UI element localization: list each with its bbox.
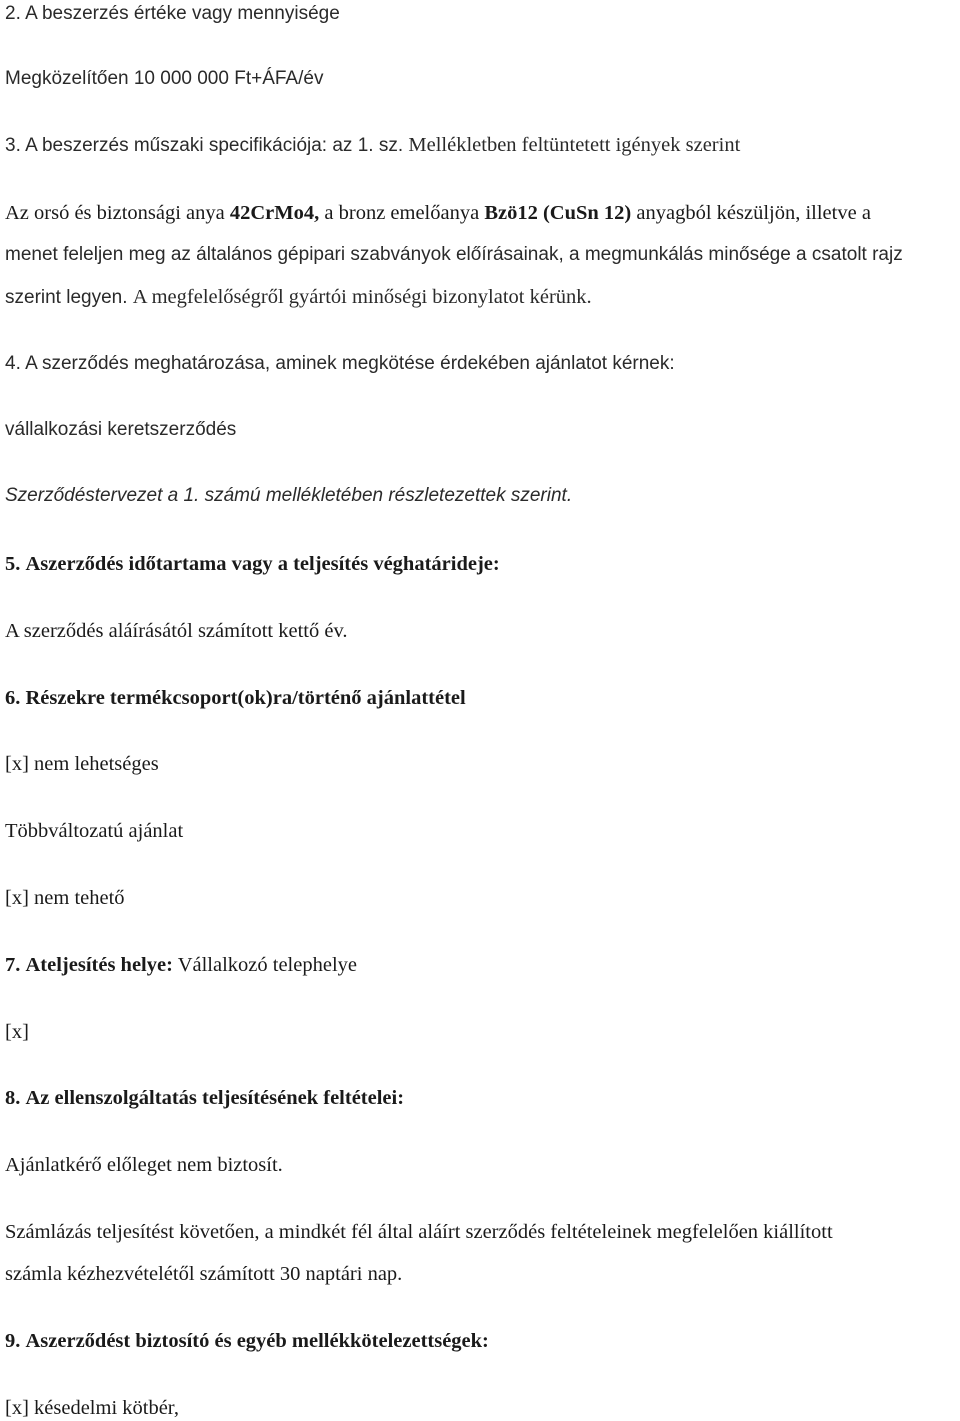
spec-text-line3-a: szerint legyen. xyxy=(5,287,128,308)
section-3-heading xyxy=(5,133,740,158)
section-9-title: Aszerződést biztosító és egyéb mellékkötelezettségek: xyxy=(25,1330,489,1352)
section-7-heading xyxy=(5,953,357,977)
section-8-number: 8. xyxy=(5,1087,21,1109)
spec-text-line3-b: A megfelelőségről gyártói minőségi bizonylatot kérünk. xyxy=(132,286,592,308)
section-8-title: Az ellenszolgáltatás teljesítésének feltételei: xyxy=(25,1087,405,1109)
section-8-invoice-line-1: Számlázás teljesítést követően, a mindkét fél által aláírt szerződés feltételeinek megfelelően kiállított xyxy=(5,1221,833,1243)
spec-text-a: Az orsó és biztonsági anya xyxy=(5,202,225,224)
section-5-value: A szerződés aláírásától számított kettő év. xyxy=(5,620,348,642)
section-6-number: 6. xyxy=(5,687,21,709)
section-9-heading xyxy=(5,1329,489,1353)
section-6-option: [x] nem lehetséges xyxy=(5,753,159,775)
section-6-title: Részekre termékcsoport(ok)ra/történő ajánlattétel xyxy=(25,687,466,709)
spec-text-c: a bronz emelőanya xyxy=(324,202,480,224)
section-8-heading xyxy=(5,1086,404,1110)
multi-offer-heading: Többváltozatú ajánlat xyxy=(5,820,184,842)
spec-paragraph-line-3 xyxy=(5,285,592,310)
section-3-heading-part2: Mellékletben feltüntetett igények szerint xyxy=(408,134,741,156)
spec-paragraph-line-1 xyxy=(5,201,871,225)
section-7-mark: [x] xyxy=(5,1021,29,1043)
section-6-heading xyxy=(5,686,466,710)
spec-material-1: 42CrMo4, xyxy=(229,202,320,224)
spec-material-2: Bzö12 (CuSn 12) xyxy=(484,202,632,224)
section-2-heading: 2. A beszerzés értéke vagy mennyisége xyxy=(5,3,340,24)
section-3-heading-part1: 3. A beszerzés műszaki specifikációja: az 1. sz. xyxy=(5,135,404,156)
section-9-number: 9. xyxy=(5,1330,21,1352)
spec-text-e: anyagból készüljön, illetve a xyxy=(636,202,871,224)
section-5-number: 5. xyxy=(5,553,21,575)
section-5-title: Aszerződés időtartama vagy a teljesítés véghatárideje: xyxy=(25,553,500,575)
section-8-invoice-line-2: számla kézhezvételétől számított 30 naptári nap. xyxy=(5,1263,403,1285)
multi-offer-option: [x] nem tehető xyxy=(5,887,125,909)
section-4-value: vállalkozási keretszerződés xyxy=(5,419,237,440)
section-5-heading xyxy=(5,552,500,576)
section-7-title: Ateljesítés helye: xyxy=(25,954,173,976)
section-7-number: 7. xyxy=(5,954,21,976)
section-2-value: Megközelítően 10 000 000 Ft+ÁFA/év xyxy=(5,68,324,89)
section-8-advance-note: Ajánlatkérő előleget nem biztosít. xyxy=(5,1154,283,1176)
section-9-option: [x] késedelmi kötbér, xyxy=(5,1397,179,1419)
spec-paragraph-line-2: menet feleljen meg az általános gépipari szabványok előírásainak, a megmunkálás minősége a csatolt rajz xyxy=(5,244,903,265)
section-4-heading: 4. A szerződés meghatározása, aminek megkötése érdekében ajánlatot kérnek: xyxy=(5,353,675,374)
section-4-note: Szerződéstervezet a 1. számú mellékletében részletezettek szerint. xyxy=(5,485,573,506)
section-7-value: Vállalkozó telephelye xyxy=(177,954,357,976)
